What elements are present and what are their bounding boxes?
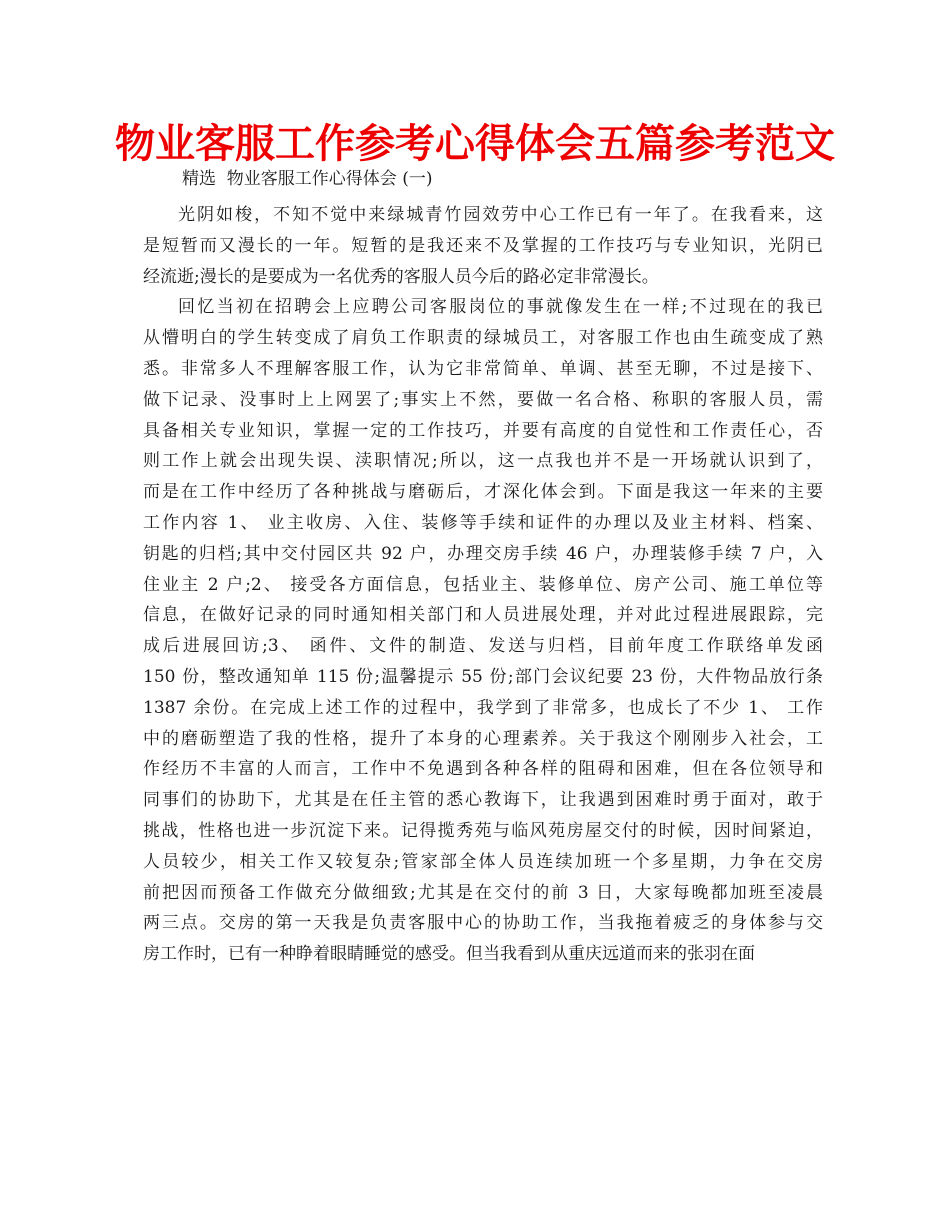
paragraph-line: 信息，在做好记录的同时通知相关部门和人员进展处理，并对此过程进展跟踪，完 <box>143 605 823 626</box>
paragraph-line: 作经历不丰富的人而言，工作中不免遇到各种各样的阻碍和困难，但在各位领导和 <box>143 759 823 780</box>
body-paragraph <box>143 200 823 292</box>
paragraph-line: 同事们的协助下，尤其是在任主管的悉心教诲下，让我遇到困难时勇于面对，敢于 <box>143 790 823 811</box>
paragraph-line: 人员较少，相关工作又较复杂;管家部全体人员连续加班一个多星期，力争在交房 <box>143 851 823 872</box>
paragraph-line: 150 份，整改通知单 115 份;温馨提示 55 份;部门会议纪要 23 份，大件物品放行条 <box>143 666 823 687</box>
paragraph-line: 房工作时，已有一种睁着眼睛睡觉的感受。但当我看到从重庆远道而来的张羽在面 <box>143 944 755 965</box>
body-paragraph <box>143 292 823 970</box>
paragraph-line: 钥匙的归档;其中交付园区共 92 户，办理交房手续 46 户，办理装修手续 7 户，入 <box>143 543 823 564</box>
paragraph-line: 两三点。交房的第一天我是负责客服中心的协助工作，当我拖着疲乏的身体参与交 <box>143 913 823 934</box>
document-subtitle: 精选 物业客服工作心得体会 (一) <box>182 169 433 189</box>
paragraph-line: 前把因而预备工作做充分做细致;尤其是在交付的前 3 日，大家每晚都加班至凌晨 <box>143 882 823 903</box>
paragraph-line: 悉。非常多人不理解客服工作，认为它非常简单、单调、甚至无聊，不过是接下、 <box>143 358 823 379</box>
paragraph-line: 成后进展回访;3、 函件、文件的制造、发送与归档，目前年度工作联络单发函 <box>143 636 823 657</box>
paragraph-line: 回忆当初在招聘会上应聘公司客服岗位的事就像发生在一样;不过现在的我已 <box>178 297 823 318</box>
paragraph-line: 1387 余份。在完成上述工作的过程中，我学到了非常多，也成长了不少 1、 工作 <box>143 697 823 718</box>
paragraph-line: 而是在工作中经历了各种挑战与磨砺后，才深化体会到。下面是我这一年来的主要 <box>143 482 823 503</box>
paragraph-line: 从懵明白的学生转变成了肩负工作职责的绿城员工，对客服工作也由生疏变成了熟 <box>143 328 823 349</box>
paragraph-line: 经流逝;漫长的是要成为一名优秀的客服人员今后的路必定非常漫长。 <box>143 266 659 287</box>
paragraph-line: 中的磨砺塑造了我的性格，提升了本身的心理素养。关于我这个刚刚步入社会，工 <box>143 728 823 749</box>
paragraph-line: 光阴如梭，不知不觉中来绿城青竹园效劳中心工作已有一年了。在我看来，这 <box>178 205 823 225</box>
paragraph-line: 是短暂而又漫长的一年。短暂的是我还来不及掌握的工作技巧与专业知识，光阴已 <box>143 235 823 256</box>
paragraph-line: 做下记录、没事时上上网罢了;事实上不然，要做一名合格、称职的客服人员，需 <box>143 389 823 410</box>
document-title: 物业客服工作参考心得体会五篇参考范文 <box>115 120 835 167</box>
paragraph-line: 具备相关专业知识，掌握一定的工作技巧，并要有高度的自觉性和工作责任心，否 <box>143 420 823 441</box>
document-body <box>143 200 823 970</box>
paragraph-line: 则工作上就会出现失误、渎职情况;所以，这一点我也并不是一开场就认识到了， <box>143 451 823 472</box>
paragraph-line: 工作内容 1、 业主收房、入住、装修等手续和证件的办理以及业主材料、档案、 <box>143 512 823 533</box>
paragraph-line: 挑战，性格也进一步沉淀下来。记得揽秀苑与临风苑房屋交付的时候，因时间紧迫， <box>143 820 823 841</box>
paragraph-line: 住业主 2 户;2、 接受各方面信息，包括业主、装修单位、房产公司、施工单位等 <box>143 574 823 595</box>
